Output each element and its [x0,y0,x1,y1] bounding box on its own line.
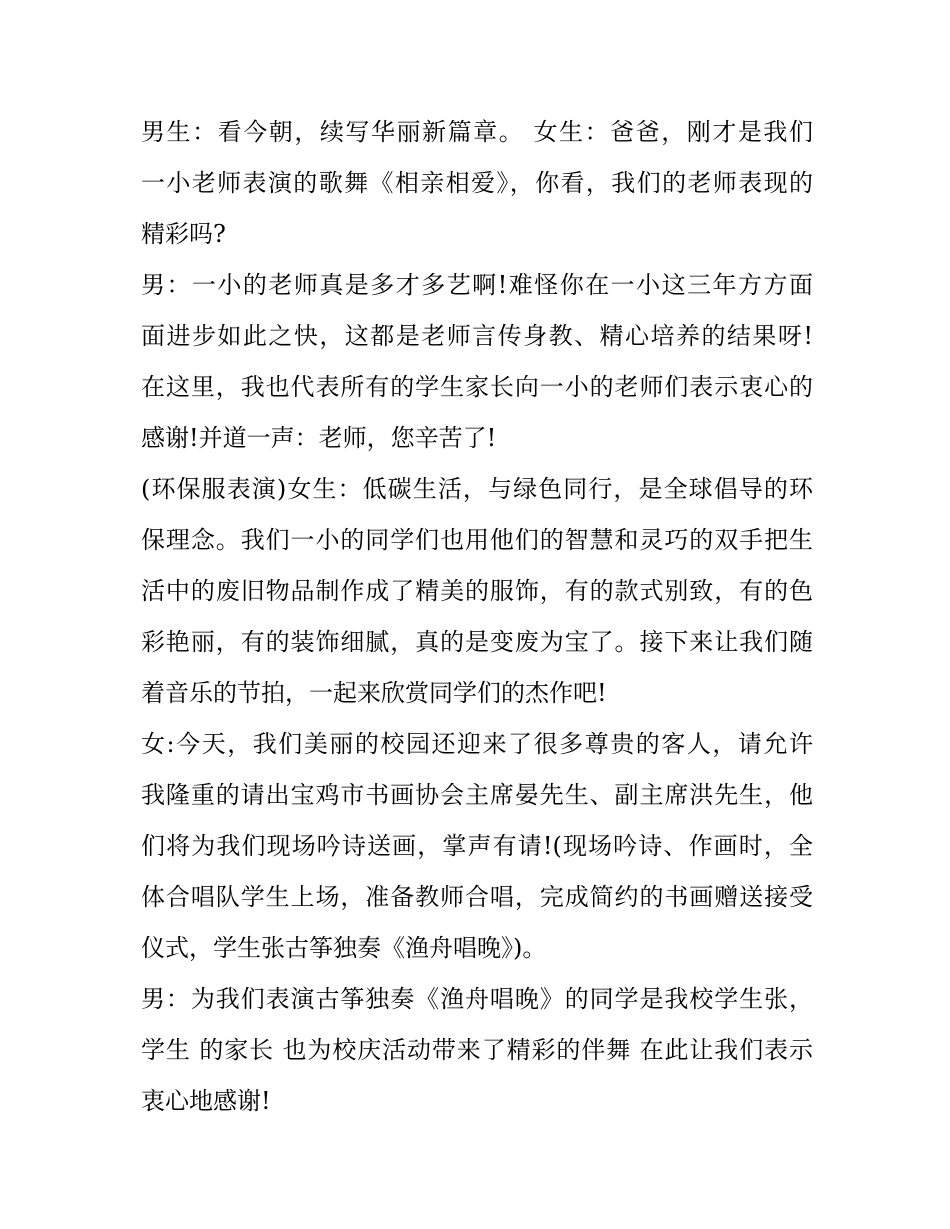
text-line: 男：为我们表演古筝独奏《渔舟唱晚》的同学是我校学生张， [141,985,813,1013]
text-line: 保理念。我们一小的同学们也用他们的智慧和灵巧的双手把生 [141,526,813,554]
text-line: 感谢!并道一声：老师，您辛苦了! [141,424,497,452]
text-line: 们将为我们现场吟诗送画，掌声有请!(现场吟诗、作画时，全 [141,832,813,860]
text-line: 仪式，学生张古筝独奏《渔舟唱晚》)。 [141,934,547,962]
text-line: 精彩吗? [141,220,226,248]
text-line: 男生：看今朝，续写华丽新篇章。 女生：爸爸，刚才是我们 [141,118,813,146]
document-body [141,107,813,1127]
text-line: 衷心地感谢! [141,1087,271,1115]
text-line: 学生 的家长 也为校庆活动带来了精彩的伴舞 在此让我们表示 [141,1036,813,1064]
text-line: 面进步如此之快，这都是老师言传身教、精心培养的结果呀! [141,322,813,350]
text-line: 在这里，我也代表所有的学生家长向一小的老师们表示衷心的 [141,373,813,401]
text-line: 一小老师表演的歌舞《相亲相爱》，你看，我们的老师表现的 [141,169,813,197]
text-line: 体合唱队学生上场，准备教师合唱，完成简约的书画赠送接受 [141,883,813,911]
text-line: 活中的废旧物品制作成了精美的服饰，有的款式别致，有的色 [141,577,813,605]
text-line: 男：一小的老师真是多才多艺啊!难怪你在一小这三年方方面 [141,271,813,299]
text-line: 我隆重的请出宝鸡市书画协会主席晏先生、副主席洪先生，他 [141,781,813,809]
text-line: (环保服表演)女生：低碳生活，与绿色同行，是全球倡导的环 [141,475,813,503]
text-line: 着音乐的节拍，一起来欣赏同学们的杰作吧! [141,679,607,707]
text-line: 女:今天，我们美丽的校园还迎来了很多尊贵的客人，请允许 [141,730,813,758]
text-line: 彩艳丽，有的装饰细腻，真的是变废为宝了。接下来让我们随 [141,628,813,656]
